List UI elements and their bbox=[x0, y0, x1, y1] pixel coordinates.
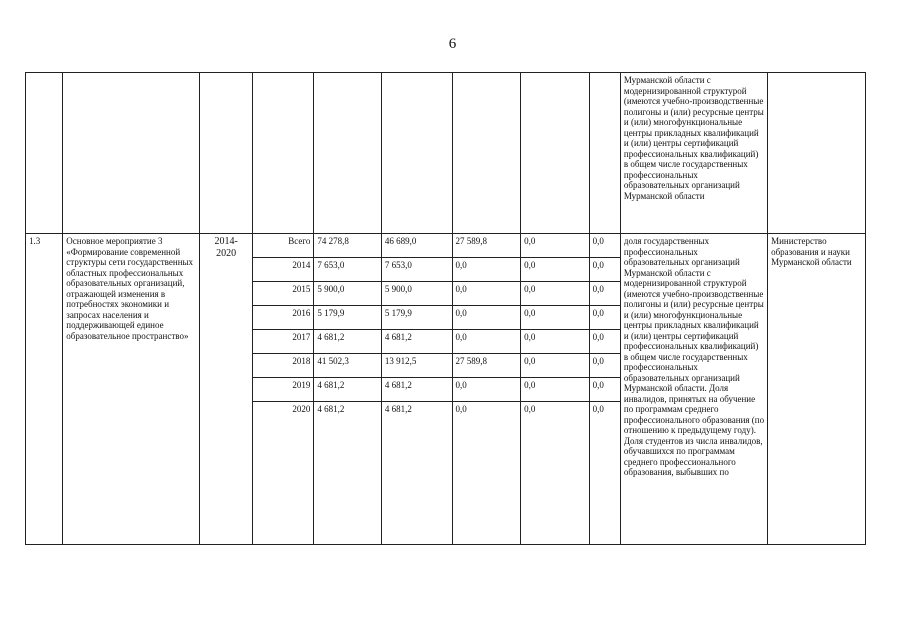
continuation-indicator-text: Мурманской области с модернизированной структурой (имеются учебно-производственные полигоны и (или) ресурсные центры и (или) многофункциональные центры прикладных квалификаций и (или) центры сертификаций профессиональных квалификаций) в общем числе государственных профессиональных образовательных организаций Мурманской области bbox=[620, 73, 767, 234]
row-col3: 0,0 bbox=[452, 306, 521, 330]
row-col4: 0,0 bbox=[521, 306, 590, 330]
row-col2: 4 681,2 bbox=[381, 402, 452, 545]
empty-cell bbox=[768, 73, 866, 234]
row-total: 5 179,9 bbox=[314, 306, 382, 330]
activity-indicators-text: доля государственных профессиональных образовательных организаций Мурманской области с модернизированной структурой (имеются учебно-производственные полигоны и (или) ресурсные центры и (или) многофункциональные центры прикладных квалификаций и (или) центры сертификаций профессиональных квалификаций) в общем числе государственных профессиональных образовательных организаций Мурманской области. Доля инвалидов, принятых на обучение по программам среднего профессионального образования (по отношению к предыдущему году). Доля студентов из числа инвалидов, обучавшихся по программам среднего профессионального образования, выбывших по bbox=[623, 236, 765, 477]
row-col3: 27 589,8 bbox=[452, 354, 521, 378]
row-col4: 0,0 bbox=[521, 402, 590, 545]
table-row bbox=[26, 234, 866, 258]
row-col2: 5 900,0 bbox=[381, 282, 452, 306]
row-year: 2017 bbox=[252, 330, 314, 354]
row-col3: 0,0 bbox=[452, 258, 521, 282]
row-col2: 46 689,0 bbox=[381, 234, 452, 258]
row-col3: 0,0 bbox=[452, 378, 521, 402]
row-total: 4 681,2 bbox=[314, 402, 382, 545]
empty-cell bbox=[252, 73, 314, 234]
row-col5: 0,0 bbox=[589, 258, 620, 282]
row-col4: 0,0 bbox=[521, 258, 590, 282]
row-col5: 0,0 bbox=[589, 354, 620, 378]
continuation-row bbox=[26, 73, 866, 234]
empty-cell bbox=[452, 73, 521, 234]
empty-cell bbox=[589, 73, 620, 234]
empty-cell bbox=[314, 73, 382, 234]
row-year: 2018 bbox=[252, 354, 314, 378]
activity-name: Основное мероприятие 3 «Формирование современной структуры сети государственных областных профессиональных образовательных организаций, отражающей изменения в потребностях экономики и запросах населения и поддерживающей единое образовательное пространство» bbox=[63, 234, 200, 545]
row-col2: 13 912,5 bbox=[381, 354, 452, 378]
row-col2: 5 179,9 bbox=[381, 306, 452, 330]
row-total: 74 278,8 bbox=[314, 234, 382, 258]
row-col5: 0,0 bbox=[589, 282, 620, 306]
row-col3: 0,0 bbox=[452, 330, 521, 354]
row-col3: 0,0 bbox=[452, 282, 521, 306]
row-col4: 0,0 bbox=[521, 354, 590, 378]
row-col4: 0,0 bbox=[521, 330, 590, 354]
row-col4: 0,0 bbox=[521, 234, 590, 258]
row-col5: 0,0 bbox=[589, 330, 620, 354]
empty-cell bbox=[200, 73, 252, 234]
activity-period: 2014- 2020 bbox=[200, 234, 252, 545]
row-total: 41 502,3 bbox=[314, 354, 382, 378]
activity-indicators bbox=[620, 234, 767, 545]
row-total: 4 681,2 bbox=[314, 378, 382, 402]
row-col5: 0,0 bbox=[589, 378, 620, 402]
empty-cell bbox=[381, 73, 452, 234]
activity-executor: Министерство образования и науки Мурманской области bbox=[768, 234, 866, 545]
row-total: 5 900,0 bbox=[314, 282, 382, 306]
empty-cell bbox=[63, 73, 200, 234]
row-year: 2016 bbox=[252, 306, 314, 330]
empty-cell bbox=[26, 73, 63, 234]
row-year: 2015 bbox=[252, 282, 314, 306]
row-year: 2020 bbox=[252, 402, 314, 545]
row-year: 2014 bbox=[252, 258, 314, 282]
row-year: 2019 bbox=[252, 378, 314, 402]
row-total: 4 681,2 bbox=[314, 330, 382, 354]
row-col3: 0,0 bbox=[452, 402, 521, 545]
row-total: 7 653,0 bbox=[314, 258, 382, 282]
row-col5: 0,0 bbox=[589, 306, 620, 330]
row-col4: 0,0 bbox=[521, 282, 590, 306]
row-col3: 27 589,8 bbox=[452, 234, 521, 258]
row-col4: 0,0 bbox=[521, 378, 590, 402]
row-col5: 0,0 bbox=[589, 402, 620, 545]
page-number: 6 bbox=[448, 36, 457, 52]
program-table bbox=[25, 72, 866, 545]
row-year: Всего bbox=[252, 234, 314, 258]
activity-number: 1.3 bbox=[26, 234, 63, 545]
empty-cell bbox=[521, 73, 590, 234]
row-col5: 0,0 bbox=[589, 234, 620, 258]
row-col2: 4 681,2 bbox=[381, 330, 452, 354]
row-col2: 4 681,2 bbox=[381, 378, 452, 402]
row-col2: 7 653,0 bbox=[381, 258, 452, 282]
